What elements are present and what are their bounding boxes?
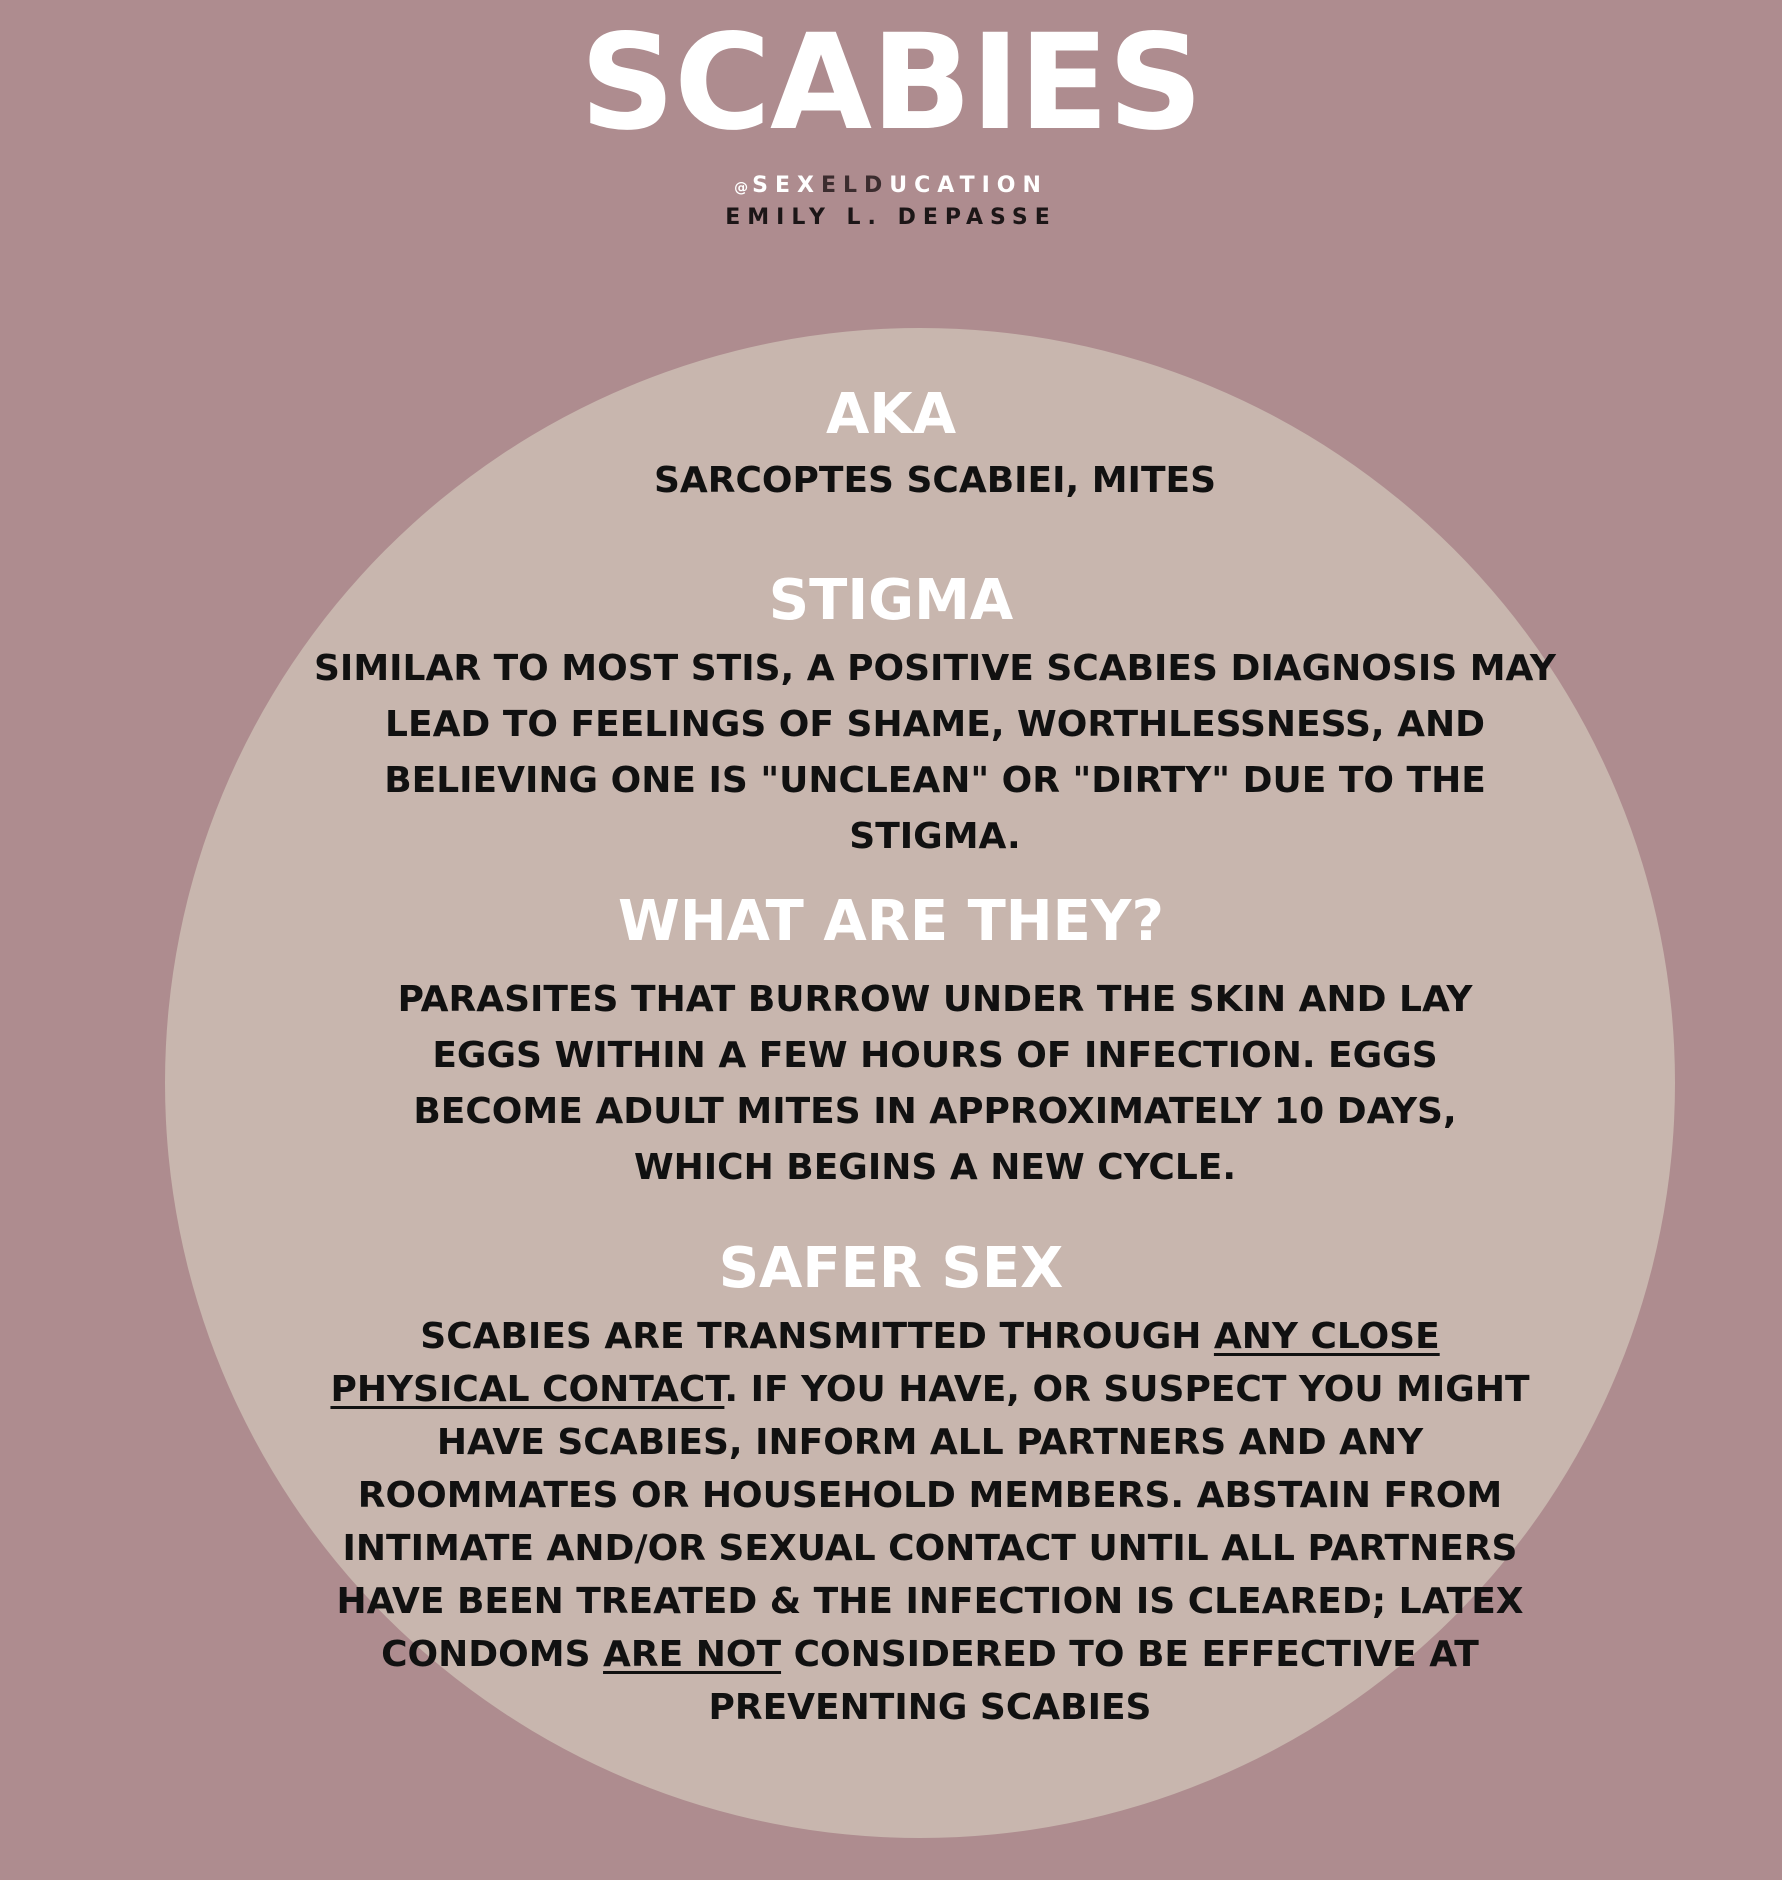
- author-name: EMILY L. DEPASSE: [725, 205, 1057, 230]
- safer-heading: SAFER SEX: [718, 1236, 1064, 1301]
- safer-text-c: . IF YOU HAVE, OR SUSPECT YOU MIGHT HAVE SCABIES, INFORM ALL PARTNERS AND ANY ROOMMATES OR HOUSEHOLD MEMBERS. ABSTAIN FROM INTIMATE AND/OR SEXUAL CONTACT UNTIL ALL PARTNERS HAVE BEEN TREATED & THE INFECTION IS CLEARED; LATEX CONDOMS: [336, 1369, 1530, 1675]
- aka-text: [300, 456, 1570, 506]
- safer-text: [325, 1310, 1535, 1734]
- aka-heading: AKA: [825, 382, 957, 447]
- what-text: PARASITES THAT BURROW UNDER THE SKIN AND LAY EGGS WITHIN A FEW HOURS OF INFECTION. EGGS BECOME ADULT MITES IN APPROXIMATELY 10 DAYS, WHICH BEGINS A NEW CYCLE.: [397, 979, 1473, 1188]
- what-heading: WHAT ARE THEY?: [618, 889, 1164, 954]
- handle-part2: ELD: [820, 173, 890, 198]
- safer-text-a: SCABIES ARE TRANSMITTED THROUGH: [420, 1316, 1214, 1357]
- safer-text-emphasis-contact: ANY CLOSE PHYSICAL CONTACT: [330, 1316, 1440, 1410]
- page-title: SCABIES: [579, 6, 1203, 160]
- aka-text-value: SARCOPTES SCABIEI, MITES: [653, 460, 1217, 501]
- safer-text-emphasis-are-not: ARE NOT: [603, 1634, 782, 1675]
- handle-part3: UCATION: [889, 173, 1048, 198]
- stigma-text: SIMILAR TO MOST STIS, A POSITIVE SCABIES DIAGNOSIS MAY LEAD TO FEELINGS OF SHAME, WORTHLESSNESS, AND BELIEVING ONE IS "UNCLEAN" OR "DIRTY" DUE TO THE STIGMA.: [314, 648, 1556, 857]
- stigma-heading: STIGMA: [768, 568, 1014, 633]
- handle-at: @: [734, 180, 753, 196]
- safer-text-e: CONSIDERED TO BE EFFECTIVE AT PREVENTING SCABIES: [708, 1634, 1479, 1728]
- handle-part1: SEX: [752, 173, 821, 198]
- social-handle: [0, 171, 1782, 203]
